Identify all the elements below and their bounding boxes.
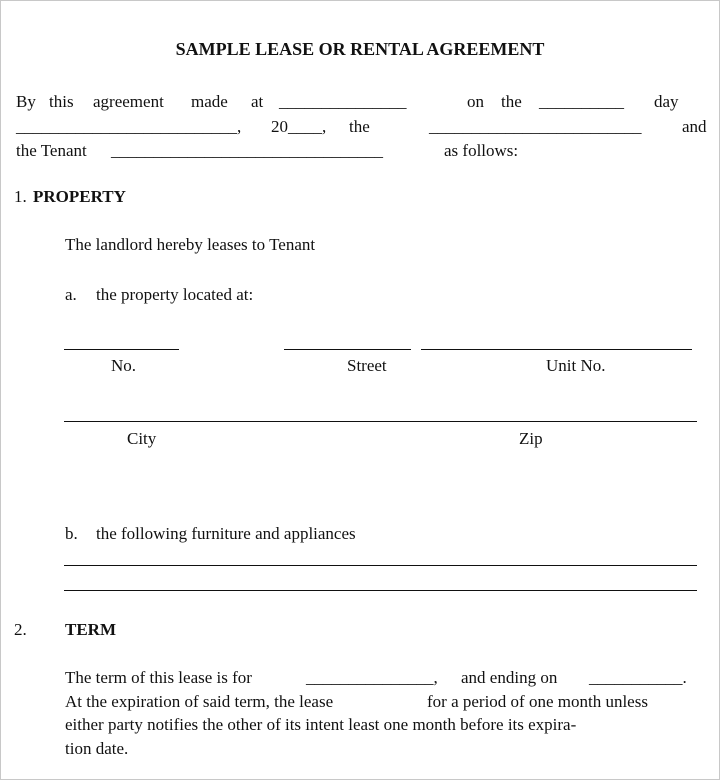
intro-word-on: on xyxy=(467,92,484,111)
item-a-text: the property located at: xyxy=(96,285,254,304)
section-1-number: 1. xyxy=(14,187,27,206)
furniture-line-1[interactable] xyxy=(64,565,697,566)
intro-blank-tenant[interactable]: ________________________________ xyxy=(111,141,383,160)
term-line-2-right: for a period of one month unless xyxy=(427,692,648,711)
intro-blank-place[interactable]: _______________ xyxy=(279,92,407,111)
furniture-line-2[interactable] xyxy=(64,590,697,591)
term-line-2-left: At the expiration of said term, the lease xyxy=(65,692,334,711)
term-line-4: tion date. xyxy=(65,739,129,758)
term-line-1-middle: and ending on xyxy=(461,668,558,687)
intro-blank-landlord[interactable]: _________________________ xyxy=(429,117,642,136)
intro-word-the-2: the xyxy=(349,117,370,136)
term-line-3: either party notifies the other of its intent least one month before its expira- xyxy=(65,715,577,734)
address-zip-label: Zip xyxy=(519,429,543,448)
address-unit-label: Unit No. xyxy=(546,356,606,375)
address-unit-line[interactable] xyxy=(421,349,692,350)
address-city-zip-line[interactable] xyxy=(64,421,697,422)
address-no-line[interactable] xyxy=(64,349,179,350)
section-1-heading: PROPERTY xyxy=(33,187,126,206)
intro-word-agreement: agreement xyxy=(93,92,164,111)
intro-word-at: at xyxy=(251,92,264,111)
intro-word-this: this xyxy=(49,92,74,111)
intro-word-and: and xyxy=(682,117,707,136)
address-street-label: Street xyxy=(347,356,387,375)
address-no-label: No. xyxy=(111,356,137,375)
term-line-1-start: The term of this lease is for xyxy=(65,668,252,687)
intro-word-the: the xyxy=(501,92,522,111)
item-a-marker: a. xyxy=(65,285,77,304)
intro-word-by: By xyxy=(16,92,36,111)
section-2-number: 2. xyxy=(14,620,27,639)
document-title: SAMPLE LEASE OR RENTAL AGREEMENT xyxy=(175,39,545,59)
intro-word-day: day xyxy=(654,92,679,111)
term-blank-length[interactable]: _______________, xyxy=(306,668,438,687)
intro-blank-day[interactable]: __________ xyxy=(539,92,624,111)
intro-tenant-label: the Tenant xyxy=(16,141,87,160)
item-b-text: the following furniture and appliances xyxy=(96,524,356,543)
section-1-lease-text: The landlord hereby leases to Tenant xyxy=(65,235,316,254)
address-street-line[interactable] xyxy=(284,349,411,350)
section-2-heading: TERM xyxy=(65,620,116,639)
address-city-label: City xyxy=(127,429,157,448)
intro-word-made: made xyxy=(191,92,228,111)
intro-as-follows: as follows: xyxy=(444,141,519,160)
intro-year-blank[interactable]: 20____, xyxy=(271,117,327,136)
term-blank-end-date[interactable]: ___________. xyxy=(589,668,687,687)
item-b-marker: b. xyxy=(65,524,78,543)
intro-blank-month[interactable]: __________________________, xyxy=(16,117,242,136)
